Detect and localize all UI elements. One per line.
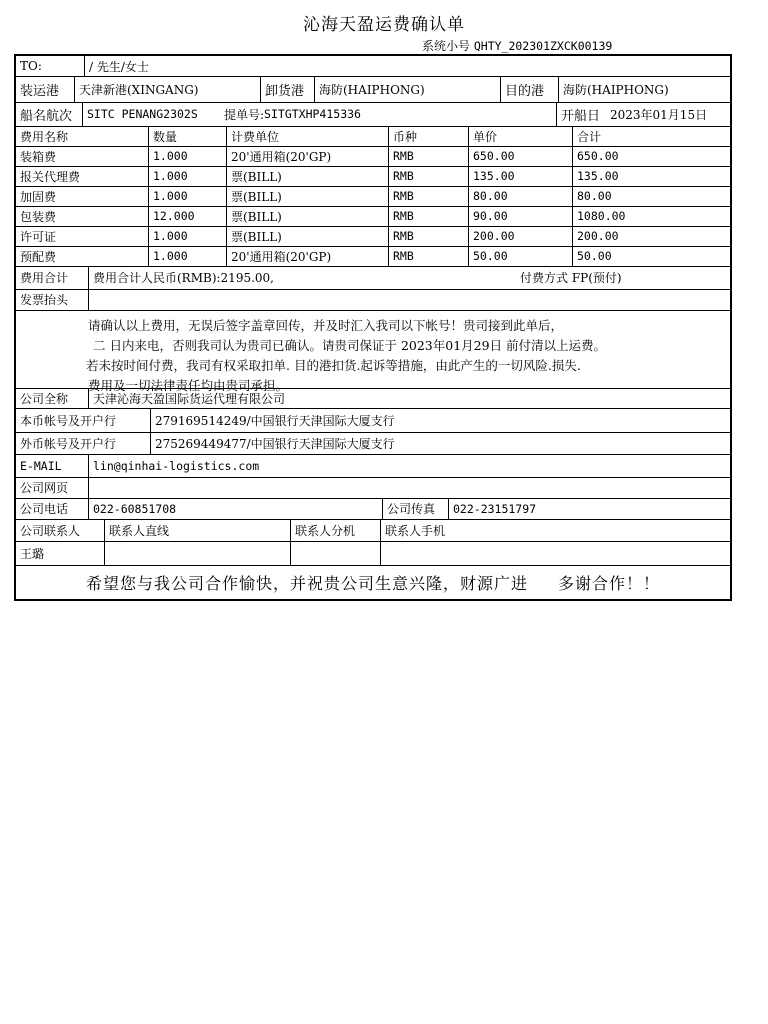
system-number-value: QHTY_202301ZXCK00139 <box>473 39 613 53</box>
ports-row <box>16 76 730 103</box>
fee-currency: RMB <box>388 226 468 246</box>
notice-block <box>16 310 730 393</box>
pol-label: 装运港 <box>20 83 60 99</box>
fee-total: 1080.00 <box>572 206 730 226</box>
to-row <box>16 56 730 77</box>
fx-account-label: 外币帐号及开户行 <box>20 436 117 451</box>
fee-unit: 票(BILL) <box>226 166 388 186</box>
pod-label: 卸货港 <box>260 76 314 102</box>
fax-label: 公司传真 <box>382 498 448 519</box>
company-name-label: 公司全称 <box>20 391 69 406</box>
direct-line-label: 联系人直线 <box>104 519 290 541</box>
pol-value: 天津新港(XINGANG) <box>74 76 260 102</box>
fee-unit: 票(BILL) <box>226 186 388 206</box>
fee-currency: RMB <box>388 166 468 186</box>
fee-name: 装箱费 <box>20 149 57 164</box>
invoice-title-label: 发票抬头 <box>20 293 69 307</box>
fee-total: 135.00 <box>572 166 730 186</box>
contact-label: 公司联系人 <box>20 523 81 538</box>
contact-name: 王璐 <box>20 546 45 561</box>
website-label: 公司网页 <box>20 481 69 495</box>
fee-unit: 票(BILL) <box>226 206 388 226</box>
fee-unit: 20'通用箱(20'GP) <box>226 246 388 266</box>
fee-row <box>16 246 730 267</box>
fee-total: 50.00 <box>572 246 730 266</box>
fee-name: 许可证 <box>20 229 57 244</box>
notice-line: 费用及一切法律责任均由贵司承担。 <box>88 378 289 393</box>
fee-qty: 1.000 <box>148 226 226 246</box>
phone-value: 022-60851708 <box>88 498 382 519</box>
etd-value: 2023年01月15日 <box>610 107 708 122</box>
website-row <box>16 477 730 499</box>
invoice-title-value <box>88 289 730 310</box>
fee-currency: RMB <box>388 246 468 266</box>
fee-row <box>16 206 730 227</box>
bl-number <box>220 102 556 126</box>
fee-qty: 1.000 <box>148 146 226 166</box>
fee-price: 135.00 <box>468 166 572 186</box>
col-qty: 数量 <box>148 126 226 146</box>
fee-row <box>16 186 730 207</box>
email-label: E-MAIL <box>20 458 62 473</box>
fee-qty: 1.000 <box>148 186 226 206</box>
vessel-value: SITC PENANG2302S <box>82 102 220 126</box>
mobile-label: 联系人手机 <box>380 519 730 541</box>
fee-price: 650.00 <box>468 146 572 166</box>
fee-price: 80.00 <box>468 186 572 206</box>
vessel-label: 船名航次 <box>20 108 73 124</box>
rmb-account-row <box>16 408 730 433</box>
notice-line: 二 日内来电，否则我司认为贵司已确认。请贵司保证于 2023年01月29日 前付清以上运费。 <box>93 338 607 353</box>
fx-account-row <box>16 432 730 455</box>
fee-price: 200.00 <box>468 226 572 246</box>
payment-method: 付费方式 FP(预付) <box>520 271 622 285</box>
rmb-account-value: 279169514249/中国银行天津国际大厦支行 <box>150 408 730 432</box>
col-unit: 计费单位 <box>226 126 388 146</box>
col-fee-name: 费用名称 <box>20 129 69 144</box>
fee-total: 650.00 <box>572 146 730 166</box>
fee-sum-row <box>16 266 730 290</box>
etd-label: 开船日 <box>556 102 606 126</box>
closing-message <box>16 565 730 599</box>
closing-message-text: 希望您与我公司合作愉快，并祝贵公司生意兴隆，财源广进 <box>85 573 528 593</box>
fax-value: 022-23151797 <box>448 498 730 519</box>
fee-price: 90.00 <box>468 206 572 226</box>
mobile-value <box>380 541 730 565</box>
fee-name: 预配费 <box>20 249 57 264</box>
notice-text <box>16 310 730 393</box>
col-currency: 币种 <box>388 126 468 146</box>
contact-values-row <box>16 541 730 566</box>
direct-line-value <box>104 541 290 565</box>
col-price: 单价 <box>468 126 572 146</box>
company-name-row <box>16 388 730 409</box>
bl-label: 提单号: <box>224 107 265 122</box>
thanks-text: 多谢合作！！ <box>558 573 661 593</box>
fee-row <box>16 166 730 187</box>
notice-line: 若未按时间付费，我司有权采取扣单. 目的港扣货.起诉等措施，由此产生的一切风险.损失. <box>86 358 581 373</box>
dest-label: 目的港 <box>500 76 558 102</box>
invoice-title-row <box>16 289 730 311</box>
pod-value: 海防(HAIPHONG) <box>314 76 500 102</box>
to-label: TO: <box>20 59 42 73</box>
phone-label: 公司电话 <box>20 502 69 516</box>
fee-currency: RMB <box>388 206 468 226</box>
fee-qty: 1.000 <box>148 246 226 266</box>
fee-row <box>16 146 730 167</box>
extension-value <box>290 541 380 565</box>
fee-currency: RMB <box>388 186 468 206</box>
website-value <box>88 477 730 498</box>
fee-sum-value: 费用合计人民币(RMB):2195.00, <box>88 266 508 289</box>
fee-name: 报关代理费 <box>20 169 81 184</box>
dest-value: 海防(HAIPHONG) <box>558 76 730 102</box>
fx-account-value: 275269449477/中国银行天津国际大厦支行 <box>150 432 730 454</box>
bl-value: SITGTXHP415336 <box>264 107 361 121</box>
fee-qty: 12.000 <box>148 206 226 226</box>
fee-qty: 1.000 <box>148 166 226 186</box>
fee-sum-label: 费用合计 <box>20 271 69 285</box>
confirmation-form <box>14 54 732 601</box>
contact-header-row <box>16 519 730 542</box>
fee-name: 包装费 <box>20 209 57 224</box>
document-title: 沁海天盈运费确认单 <box>303 15 465 35</box>
phone-fax-row <box>16 498 730 520</box>
fee-currency: RMB <box>388 146 468 166</box>
fee-row <box>16 226 730 247</box>
fee-table-header <box>16 126 730 147</box>
rmb-account-label: 本币帐号及开户行 <box>20 413 117 428</box>
company-name-value: 天津沁海天盈国际货运代理有限公司 <box>88 388 730 408</box>
fee-unit: 票(BILL) <box>226 226 388 246</box>
to-value: / 先生/女士 <box>84 56 730 76</box>
email-value: lin@qinhai-logistics.com <box>88 454 730 477</box>
vessel-row <box>16 102 730 127</box>
fee-total: 200.00 <box>572 226 730 246</box>
fee-name: 加固费 <box>20 189 57 204</box>
notice-line: 请确认以上费用，无误后签字盖章回传，并及时汇入我司以下帐号！贵司接到此单后， <box>88 318 564 333</box>
col-total: 合计 <box>572 126 730 146</box>
system-number-label: 系统小号 <box>422 39 471 53</box>
system-number <box>422 37 612 54</box>
fee-total: 80.00 <box>572 186 730 206</box>
fee-price: 50.00 <box>468 246 572 266</box>
extension-label: 联系人分机 <box>290 519 380 541</box>
fee-unit: 20'通用箱(20'GP) <box>226 146 388 166</box>
email-row <box>16 454 730 478</box>
